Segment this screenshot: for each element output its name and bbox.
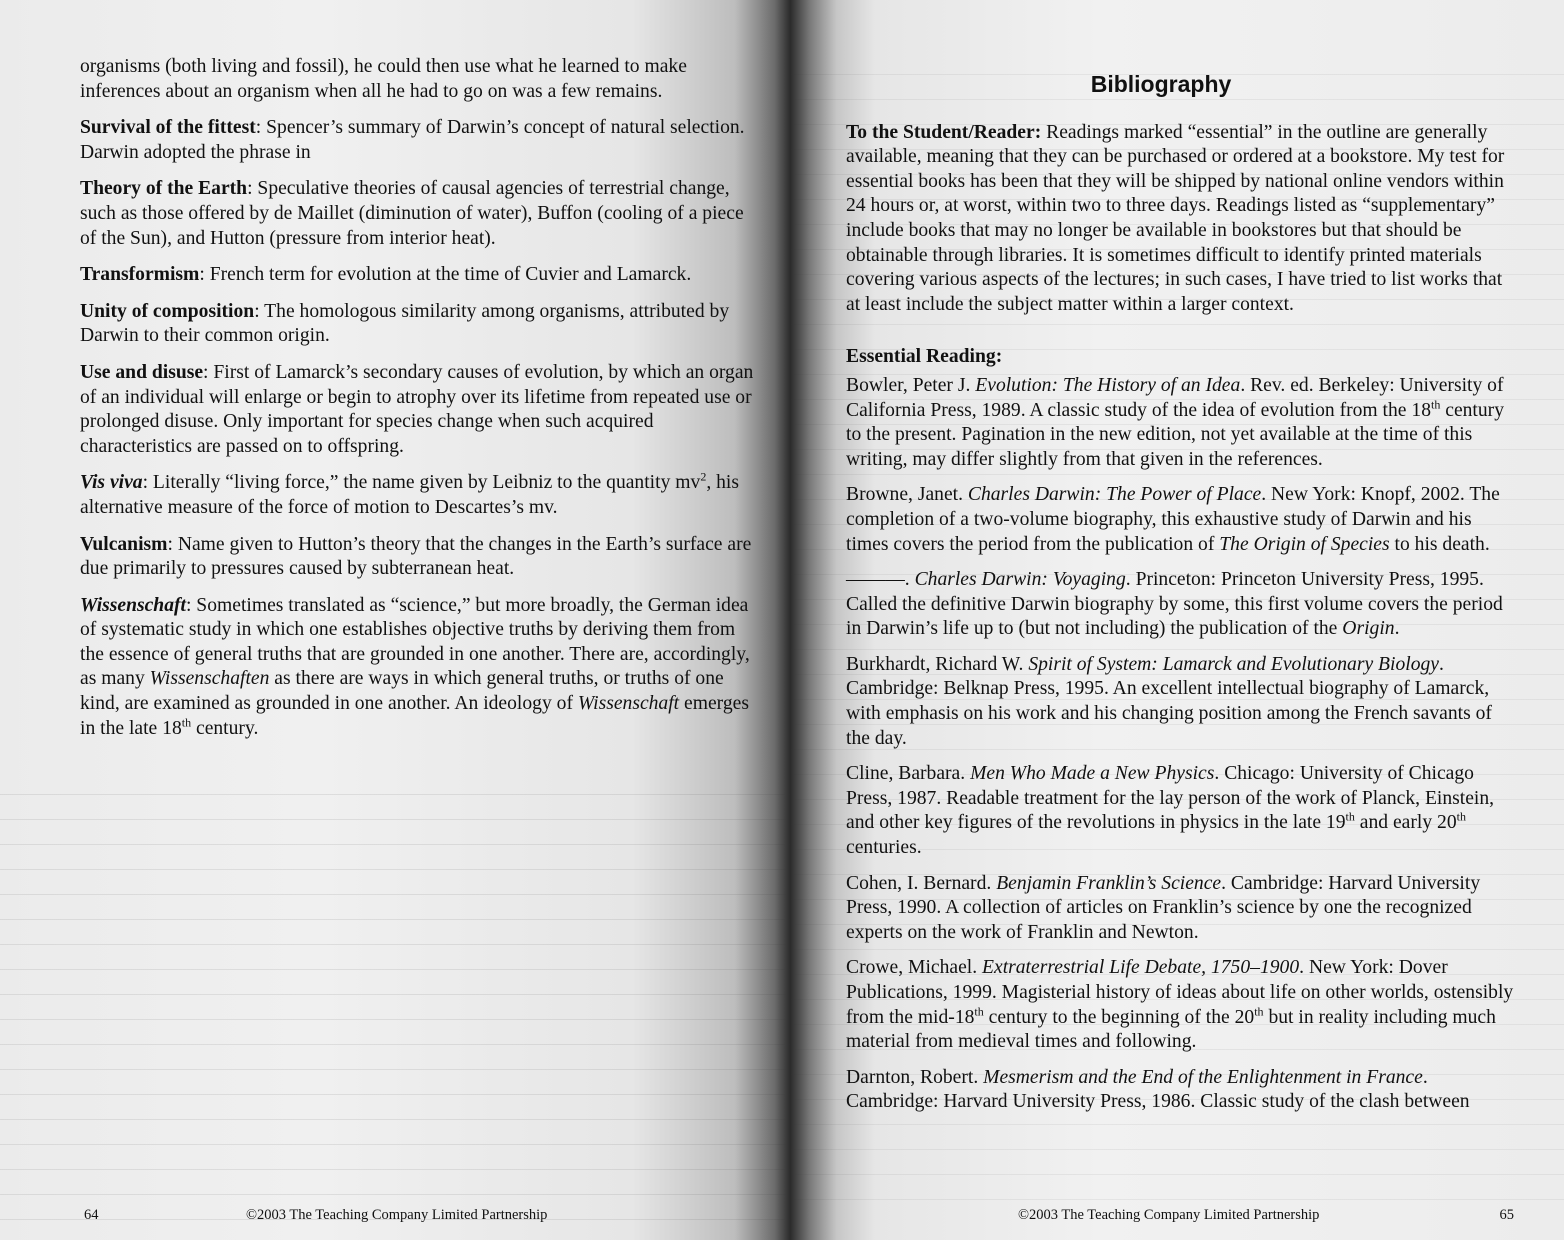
glossary-definition-cont: emerges in the late 18 [80, 693, 749, 739]
bib-author: Crowe, Michael. [846, 957, 983, 979]
bib-entry-cline [846, 762, 1516, 860]
glossary-term: Transformism [80, 264, 200, 286]
bleed-through-shadow [0, 780, 790, 1220]
glossary-definition: : Speculative theories of causal agencies of terrestrial change, such as those offered by de Maillet (diminution of water), Buffon (cooling of a piece of the Sun), and Hutton (pressure from interior heat). [80, 178, 744, 249]
glossary-entry-theory-earth [80, 177, 760, 251]
bib-author: Cline, Barbara. [846, 763, 971, 785]
bib-author: Burkhardt, Richard W. [846, 653, 1029, 675]
bib-author: Browne, Janet. [846, 484, 968, 506]
bib-title: Charles Darwin: Voyaging [914, 569, 1126, 591]
bib-text-cont: and early 20 [1354, 812, 1457, 834]
bib-entry-bowler [846, 374, 1516, 472]
superscript: 2 [700, 469, 707, 484]
student-note [846, 121, 1516, 318]
bib-title: Spirit of System: Lamarck and Evolutionary Biology [1028, 653, 1439, 675]
bib-text: . New York: Knopf, 2002. The completion of a two-volume biography, this exhaustive study of Darwin and his times covers the period from the publication of [846, 484, 1500, 555]
glossary-entry-transformism [80, 263, 760, 288]
glossary-content [80, 55, 760, 741]
glossary-continuation: organisms (both living and fossil), he could then use what he learned to make inferences about an organism when all he had to go on was a few remains. [80, 56, 687, 102]
glossary-definition-cont: century. [191, 717, 259, 739]
bib-text-cont: centuries. [846, 837, 922, 859]
student-note-text: Readings marked “essential” in the outline are generally available, meaning that they can be purchased or ordered at a bookstore. My test for essential books has been that they will be shipped by national online vendors within 24 hours or, at worst, within two to three days. Readings listed as “supplementary” include books that may no longer be available in bookstores but that should be obtainable through libraries. It is sometimes difficult to identify printed materials covering various aspects of the lectures; in such cases, I have tried to list works that at least include the subject matter within a larger context. [846, 121, 1505, 315]
bib-author: Bowler, Peter J. [846, 374, 976, 396]
glossary-definition-cont: , his alternative measure of the force of motion to Descartes’s mv. [80, 472, 739, 518]
copyright-footer: ©2003 The Teaching Company Limited Partnership [246, 1207, 548, 1223]
glossary-term: Unity of composition [80, 300, 255, 322]
glossary-term: Theory of the Earth [80, 178, 248, 200]
right-page [790, 0, 1564, 1240]
glossary-term: Wissenschaft [80, 594, 186, 616]
bib-entry-darnton [846, 1066, 1516, 1115]
page-title: Bibliography [1090, 71, 1232, 97]
bib-text-cont: . [1394, 618, 1400, 640]
glossary-definition: : French term for evolution at the time of Cuvier and Lamarck. [199, 264, 692, 286]
italic-term: Wissenschaften [149, 668, 270, 690]
superscript: th [974, 1004, 984, 1019]
bib-title: Mesmerism and the End of the Enlightenment in France [983, 1066, 1423, 1088]
superscript: th [1254, 1004, 1264, 1019]
glossary-term: Vis viva [80, 472, 143, 494]
glossary-definition: : Sometimes translated as “science,” but more broadly, the German idea of systematic study in which one establishes objective truths by deriving them from the essence of general truths that are grounded in one another. There are, accordingly, as many [80, 594, 750, 690]
bib-text: . Chicago: University of Chicago Press, 1987. Readable treatment for the lay person of the work of Planck, Einstein, and other key figures of the revolutions in physics in the late 19 [846, 763, 1495, 834]
bib-text: . Cambridge: Harvard University Press, 1990. A collection of articles on Franklin’s science by one the recognized experts on the work of Franklin and Newton. [846, 872, 1481, 943]
bib-italic: The Origin of Species [1219, 533, 1390, 555]
bib-title: Evolution: The History of an Idea [975, 374, 1241, 396]
page-number: 65 [1499, 1207, 1514, 1223]
bib-text-cont: century to the beginning of the 20 [983, 1006, 1255, 1028]
bib-text: . Cambridge: Belknap Press, 1995. An excellent intellectual biography of Lamarck, with emphasis on his work and his changing position among the French savants of the day. [846, 653, 1492, 749]
bib-title: Charles Darwin: The Power of Place [967, 484, 1262, 506]
bib-author: Darnton, Robert. [846, 1066, 984, 1088]
bib-entry-crowe [846, 956, 1516, 1054]
bib-text: . Rev. ed. Berkeley: University of California Press, 1989. A classic study of the idea of evolution from the 18 [846, 374, 1504, 421]
bib-text-cont: but in reality including much material from medieval times and following. [846, 1006, 1496, 1053]
bib-author: Cohen, I. Bernard. [846, 872, 997, 894]
glossary-entry-survival [80, 116, 760, 165]
glossary-entry-use-disuse [80, 361, 760, 459]
glossary-definition: : Literally “living force,” the name given by Leibniz to the quantity mv [142, 472, 701, 494]
bib-text: . Princeton: Princeton University Press, 1995. Called the definitive Darwin biography by some, this first volume covers the period in Darwin’s life up to (but not including) the publication of the [846, 569, 1503, 640]
glossary-entry-vis-viva [80, 471, 760, 520]
bib-title: Men Who Made a New Physics [970, 763, 1215, 785]
bib-entry-browne-2 [846, 568, 1516, 642]
bib-italic: Origin [1342, 618, 1395, 640]
glossary-definition: : The homologous similarity among organisms, attributed by Darwin to their common origin. [80, 300, 730, 347]
glossary-term: Use and disuse [80, 361, 204, 383]
superscript: th [181, 715, 192, 730]
section-heading: Essential Reading: [846, 346, 1003, 368]
bib-entry-burkhardt [846, 653, 1516, 751]
bibliography-content [846, 72, 1516, 1115]
bib-title: Benjamin Franklin’s Science [996, 872, 1222, 894]
copyright-footer: ©2003 The Teaching Company Limited Partnership [1018, 1207, 1320, 1223]
glossary-entry-unity [80, 300, 760, 349]
italic-term: Wissenschaft [577, 693, 680, 715]
page-number: 64 [84, 1207, 99, 1223]
glossary-term: Survival of the fittest [80, 117, 256, 139]
bib-text: . New York: Dover Publications, 1999. Magisterial history of ideas about life on other worlds, ostensibly from the mid-18 [846, 957, 1514, 1028]
glossary-definition-cont: as there are ways in which general truths, or truths of one kind, are examined as grounded in one another. An ideology of [80, 668, 724, 715]
superscript: th [1456, 809, 1466, 824]
student-note-label: To the Student/Reader: [846, 121, 1042, 143]
bib-author-dash: ———. [846, 569, 915, 591]
bib-text-cont: century to the present. Pagination in the new edition, not yet available at the time of this writing, may differ slightly from that given in the references. [846, 399, 1504, 470]
bib-text-cont: to his death. [1389, 533, 1490, 555]
superscript: th [1431, 397, 1441, 411]
glossary-term: Vulcanism [80, 533, 168, 555]
glossary-entry-vulcanism [80, 533, 760, 582]
glossary-definition: : Name given to Hutton’s theory that the changes in the Earth’s surface are due primarily to pressures caused by subterranean heat. [80, 533, 752, 580]
superscript: th [1345, 809, 1355, 824]
glossary-definition: : Spencer’s summary of Darwin’s concept of natural selection. Darwin adopted the phrase in [80, 117, 745, 163]
bib-text: . Cambridge: Harvard University Press, 1986. Classic study of the clash between [846, 1066, 1470, 1113]
bib-title: Extraterrestrial Life Debate, 1750–1900 [982, 957, 1300, 979]
glossary-definition: : First of Lamarck’s secondary causes of evolution, by which an organ of an individual will enlarge or begin to atrophy over its lifetime from repeated use or prolonged disuse. Only important for species change when such acquired characteristics are passed on to offspring. [80, 361, 754, 457]
bib-entry-cohen [846, 872, 1516, 946]
bib-entry-browne-1 [846, 483, 1516, 557]
glossary-entry-wissenschaft [80, 594, 760, 742]
